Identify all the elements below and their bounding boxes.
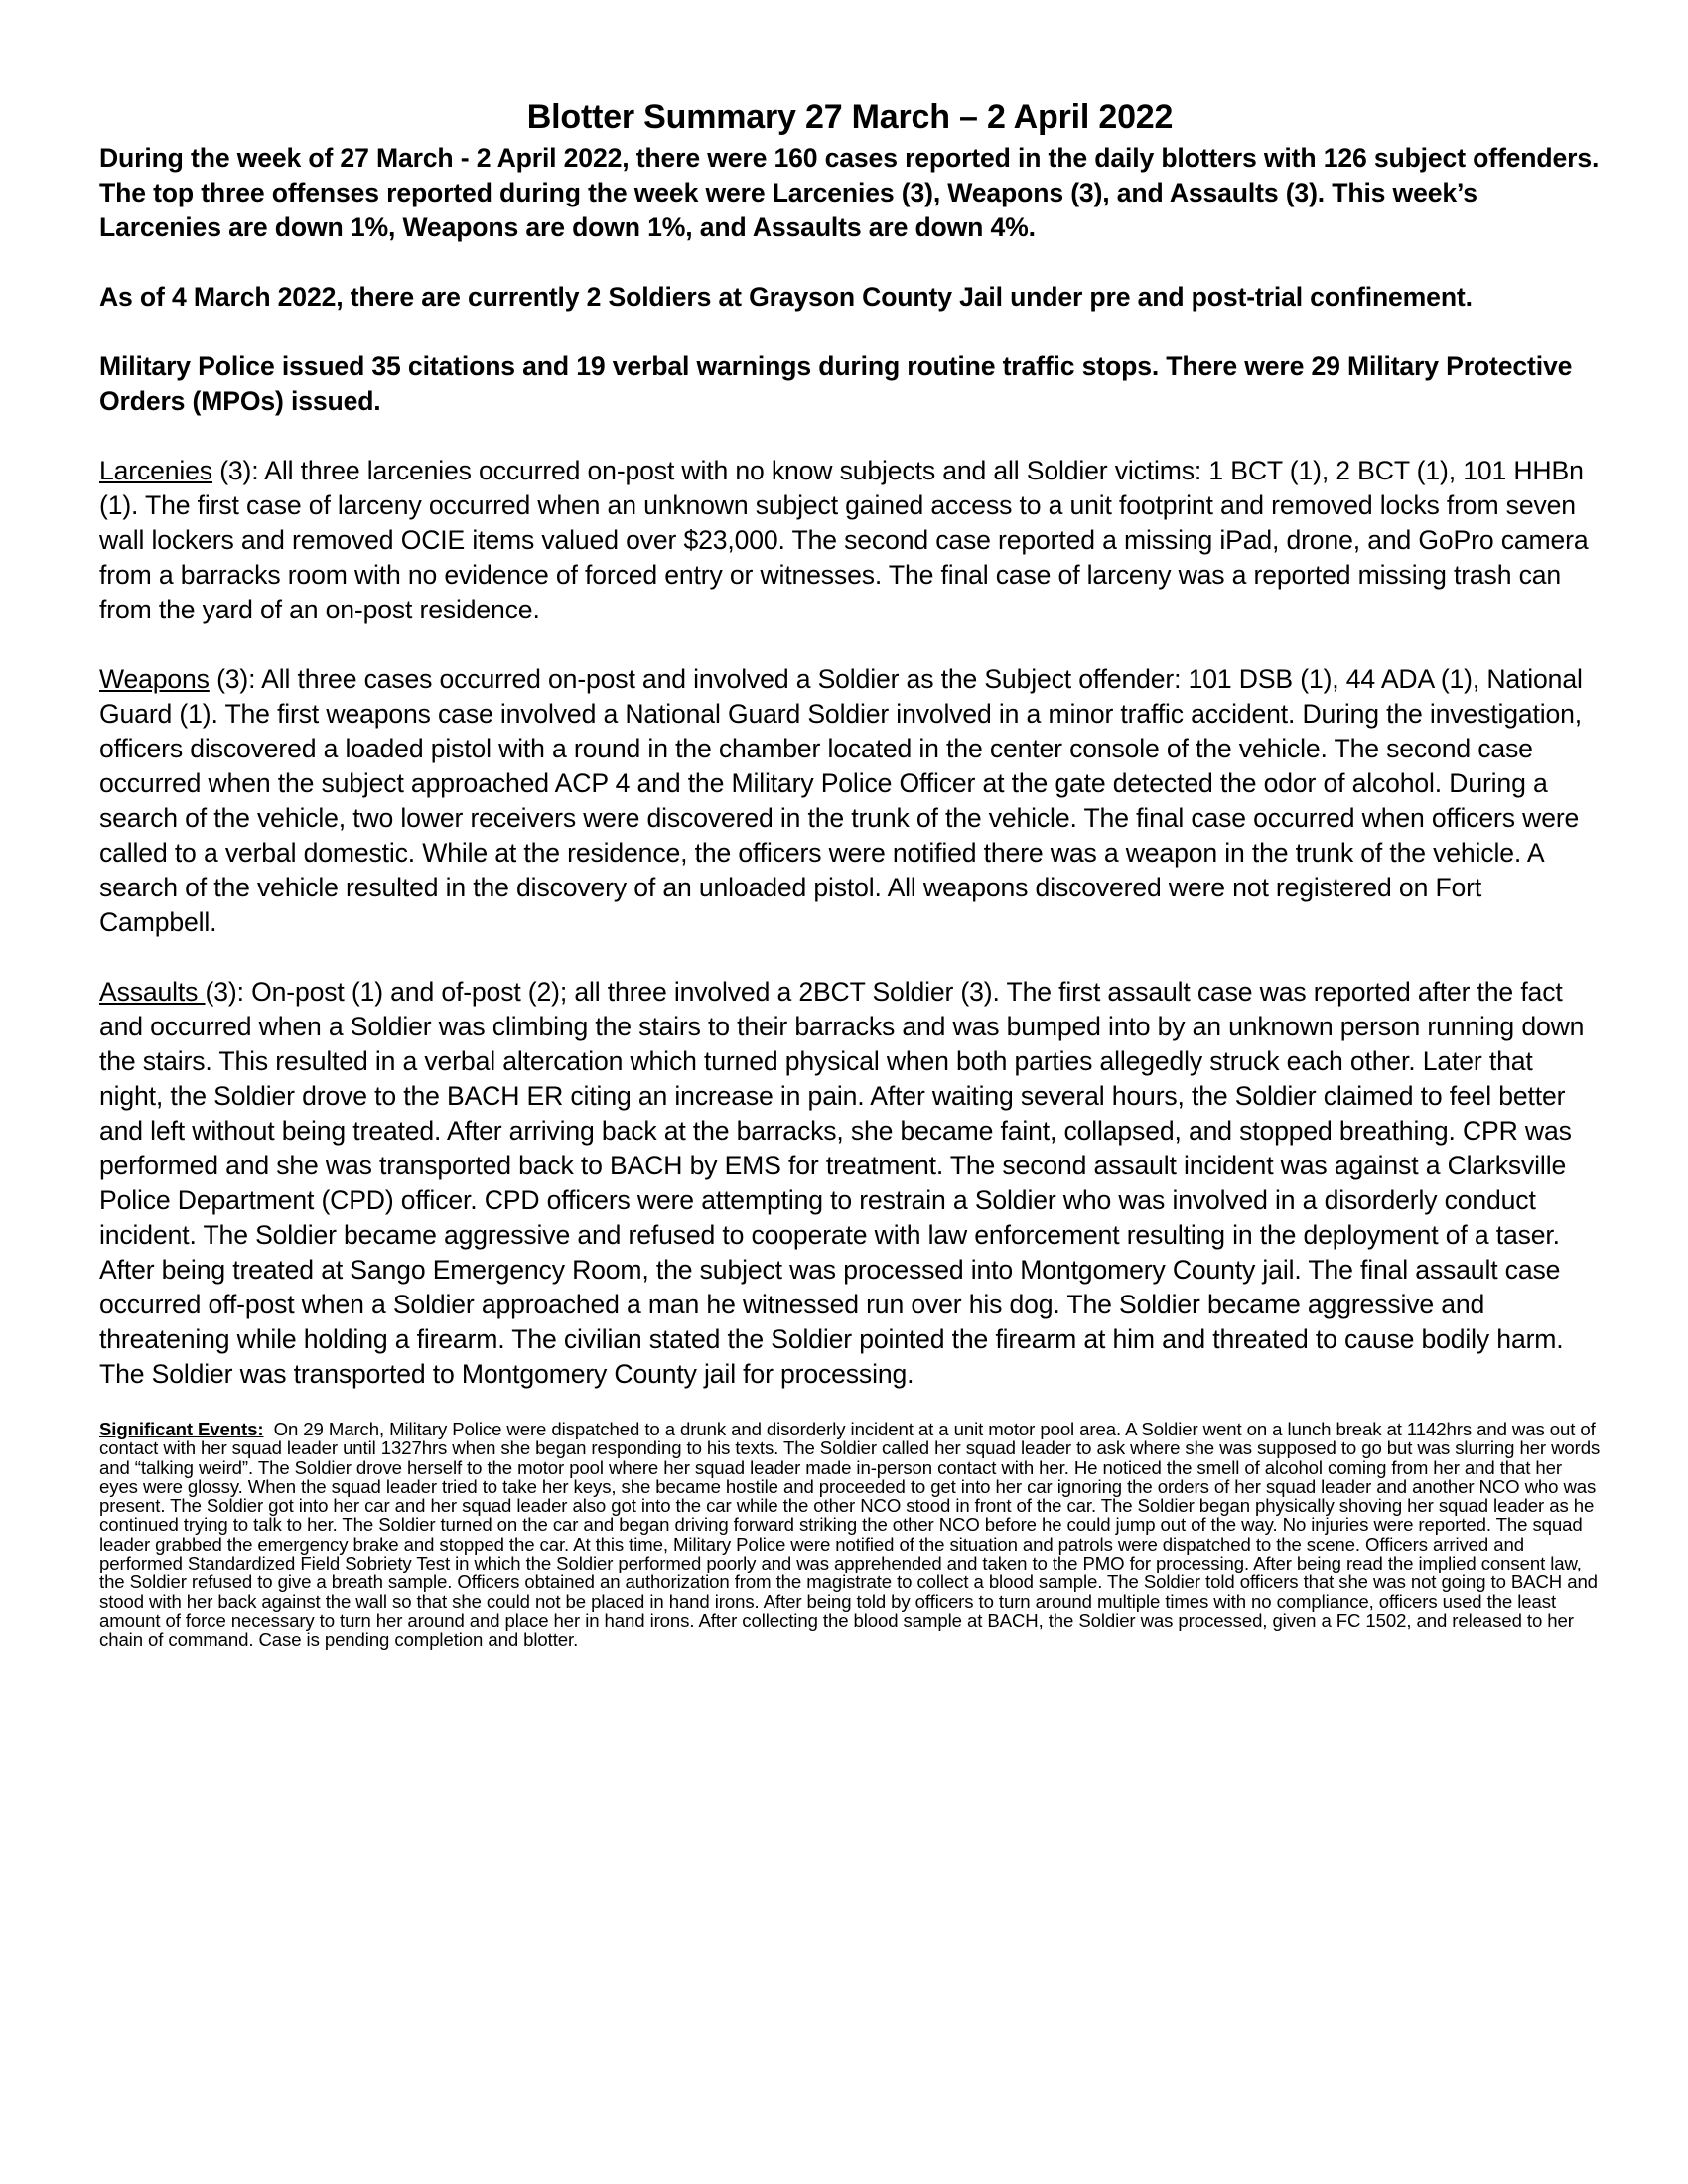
summary-intro: During the week of 27 March - 2 April 2022, there were 160 cases reported in the daily blotters with 126 subject offenders. The top three offenses reported during the week were Larcenies (3), Weapons (3), and Assaults (3). This week’s Larcenies are down 1%, Weapons are down 1%, and Assaults are down 4%. bbox=[99, 143, 1600, 242]
significant-events-label: Significant Events: bbox=[99, 1419, 264, 1439]
larcenies-body: : All three larcenies occurred on-post with no know subjects and all Soldier victims: 1 BCT (1), 2 BCT (1), 101 HHBn (1). The first case of larceny occurred when an unknown subject gained access to a unit footprint and removed locks from seven wall lockers and removed OCIE items valued over $23,000. The second case reported a missing iPad, drone, and GoPro camera from a barracks room with no evidence of forced entry or witnesses. The final case of larceny was a reported missing trash can from the yard of an on-post residence. bbox=[99, 456, 1589, 624]
spacer bbox=[99, 245, 1601, 280]
weapons-body: : All three cases occurred on-post and involved a Soldier as the Subject offender: 101 DSB (1), 44 ADA (1), National Guard (1). The first weapons case involved a National Guard Soldier involved in a minor traffic accident. During the investigation, officers discovered a loaded pistol with a round in the chamber located in the center console of the vehicle. The second case occurred when the subject approached ACP 4 and the Military Police Officer at the gate detected the odor of alcohol. During a search of the vehicle, two lower receivers were discovered in the trunk of the vehicle. The final case occurred when officers were called to a verbal domestic. While at the residence, the officers were notified there was a weapon in the trunk of the vehicle. A search of the vehicle resulted in the discovery of an unloaded pistol. All weapons discovered were not registered on Fort Campbell. bbox=[99, 664, 1583, 937]
document-page bbox=[99, 97, 1606, 1651]
summary-confinement: As of 4 March 2022, there are currently 2 Soldiers at Grayson County Jail under pre and post-trial confinement. bbox=[99, 282, 1473, 312]
weapons-count: (3) bbox=[209, 664, 249, 694]
spacer bbox=[99, 315, 1601, 349]
section-weapons bbox=[99, 662, 1601, 940]
summary-traffic: Military Police issued 35 citations and 19 verbal warnings during routine traffic stops. There were 29 Military Protective Orders (MPOs) issued. bbox=[99, 351, 1573, 416]
assaults-heading: Assaults bbox=[99, 977, 206, 1007]
section-larcenies bbox=[99, 454, 1601, 627]
larcenies-heading: Larcenies bbox=[99, 456, 212, 485]
spacer bbox=[99, 627, 1601, 662]
larcenies-count: (3) bbox=[211, 456, 252, 485]
section-assaults bbox=[99, 975, 1601, 1392]
assaults-count: (3) bbox=[205, 977, 237, 1007]
spacer bbox=[99, 419, 1601, 454]
spacer bbox=[99, 940, 1601, 975]
weapons-heading: Weapons bbox=[99, 664, 210, 694]
assaults-body: : On-post (1) and of-post (2); all three involved a 2BCT Soldier (3). The first assault case was reported after the fact and occurred when a Soldier was climbing the stairs to their barracks and was bumped into by an unknown person running down the stairs. This resulted in a verbal altercation which turned physical when both parties allegedly struck each other. Later that night, the Soldier drove to the BACH ER citing an increase in pain. After waiting several hours, the Soldier claimed to feel better and left without being treated. After arriving back at the barracks, she became faint, collapsed, and stopped breathing. CPR was performed and she was transported back to BACH by EMS for treatment. The second assault incident was against a Clarksville Police Department (CPD) officer. CPD officers were attempting to restrain a Soldier who was involved in a disorderly conduct incident. The Soldier became aggressive and refused to cooperate with law enforcement resulting in the deployment of a taser. After being treated at Sango Emergency Room, the subject was processed into Montgomery County jail. The final assault case occurred off-post when a Soldier approached a man he witnessed run over his dog. The Soldier became aggressive and threatening while holding a firearm. The civilian stated the Soldier pointed the firearm at him and threated to cause bodily harm. The Soldier was transported to Montgomery County jail for processing. bbox=[99, 977, 1585, 1389]
document-title: Blotter Summary 27 March – 2 April 2022 bbox=[526, 98, 1174, 136]
significant-events-body: On 29 March, Military Police were dispatched to a drunk and disorderly incident at a unit motor pool area. A Soldier went on a lunch break at 1142hrs and was out of contact with her squad leader until 1327hrs when she began responding to his texts. The Soldier called her squad leader to ask where she was supposed to go but was slurring her words and “talking weird”. The Soldier drove herself to the motor pool where her squad leader made in-person contact with her. He noticed the smell of alcohol coming from her and that her eyes were glossy. When the squad leader tried to take her keys, she became hostile and proceeded to get into her car ignoring the orders of her squad leader and another NCO who was present. The Soldier got into her car and her squad leader also got into the car while the other NCO stood in front of the car. The Soldier began physically shoving her squad leader as he continued trying to talk to her. The Soldier turned on the car and began driving forward striking the other NCO before he could jump out of the way. No injuries were reported. The squad leader grabbed the emergency brake and stopped the car. At this time, Military Police were notified of the situation and patrols were dispatched to the scene. Officers arrived and performed Standardized Field Sobriety Test in which the Soldier performed poorly and was apprehended and taken to the PMO for processing. After being read the implied consent law, the Soldier refused to give a breath sample. Officers obtained an authorization from the magistrate to collect a blood sample. The Soldier told officers that she was not going to BACH and stood with her back against the wall so that she could not be placed in hand irons. After being told by officers to turn around multiple times with no compliance, officers used the least amount of force necessary to turn her around and place her in hand irons. After collecting the blood sample at BACH, the Soldier was processed, given a FC 1502, and released to her chain of command. Case is pending completion and blotter. bbox=[99, 1419, 1606, 1651]
spacer bbox=[99, 1392, 1601, 1420]
section-significant-events bbox=[99, 1419, 1606, 1651]
